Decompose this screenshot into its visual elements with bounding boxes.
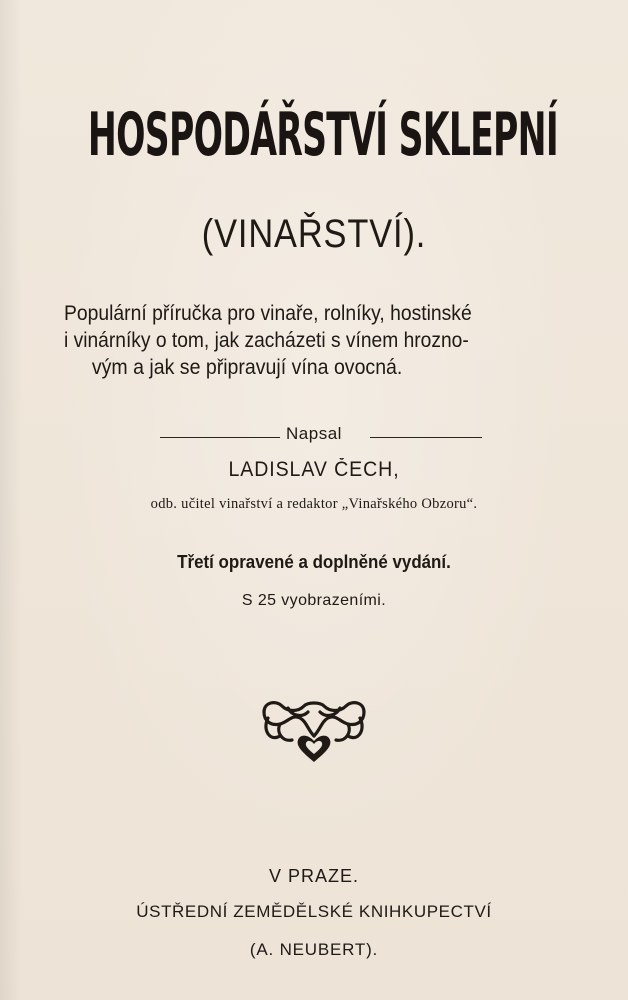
author-label: Napsal: [286, 424, 342, 443]
publisher-name: (A. NEUBERT).: [249, 940, 379, 959]
edition-note: Třetí opravené a doplněné vydání.: [177, 552, 451, 572]
book-title: HOSPODÁŘSTVÍ SKLEPNÍ: [87, 100, 558, 170]
author-label-row: [0, 424, 628, 448]
divider-right: [370, 437, 482, 438]
book-subtitle: (VINAŘSTVÍ).: [201, 212, 427, 256]
book-description: [64, 300, 584, 381]
author-role: odb. učitel vinařství a redaktor „Vinařského Obzoru“.: [150, 496, 478, 512]
illustrations-note: S 25 vyobrazeními.: [241, 592, 387, 609]
description-line: Populární příručka pro vinaře, rolníky, hostinské: [64, 302, 472, 325]
art-nouveau-heart-ornament-icon: [258, 696, 370, 766]
publisher: ÚSTŘEDNÍ ZEMĚDĚLSKÉ KNIHKUPECTVÍ: [136, 902, 492, 921]
description-line: vým a jak se připravují vína ovocná.: [91, 356, 403, 379]
author-name: LADISLAV ČECH,: [228, 458, 400, 481]
description-line: i vinárníky o tom, jak zacházeti s vínem hrozno-: [64, 329, 469, 352]
publication-place: V PRAZE.: [268, 866, 360, 886]
